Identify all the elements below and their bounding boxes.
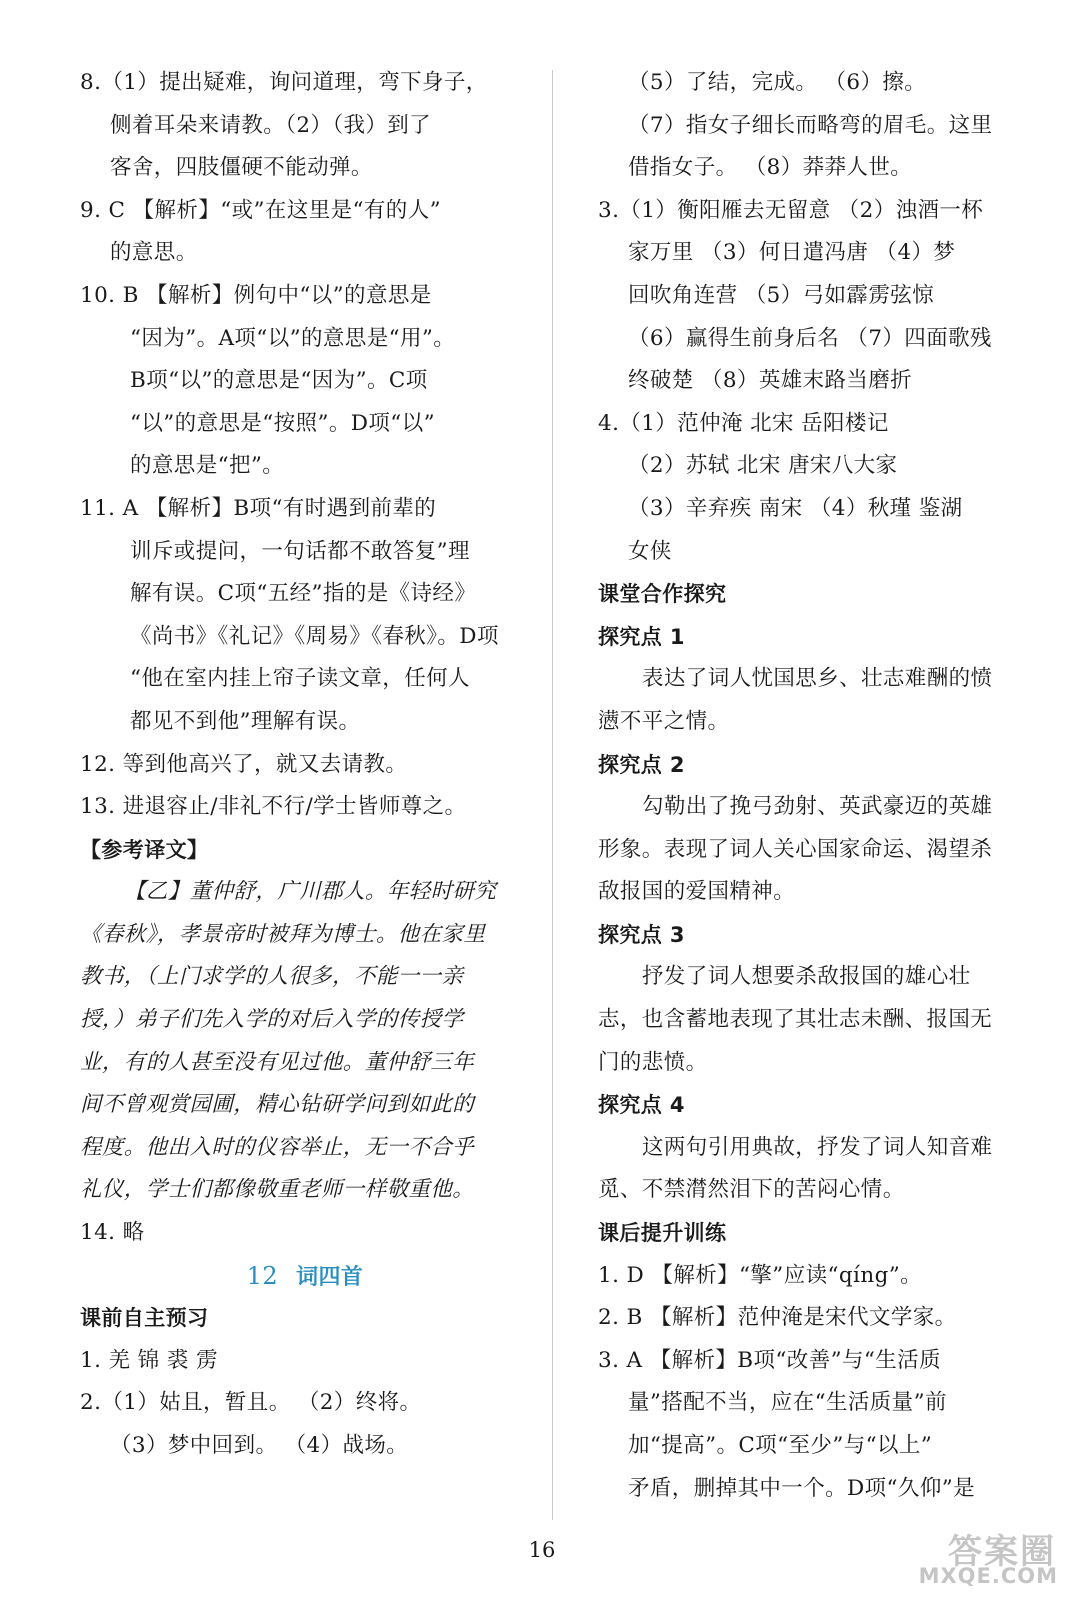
- text-line: 形象。表现了词人关心国家命运、渴望杀: [598, 836, 993, 862]
- subsection-heading: 探究点 1: [598, 624, 685, 649]
- text-line: 回吹角连营 （5）弓如霹雳弦惊: [628, 282, 935, 308]
- text-line: 敌报国的爱国精神。: [598, 879, 796, 905]
- page-number: 16: [528, 1538, 556, 1562]
- text-line: “因为”。A项“以”的意思是“用”。: [130, 325, 456, 351]
- text-line: 10. B 【解析】例句中“以”的意思是: [80, 282, 432, 308]
- text-line: 懑不平之情。: [598, 708, 730, 734]
- subsection-heading: 探究点 2: [598, 752, 685, 777]
- column-divider: [552, 70, 553, 1520]
- text-line: 都见不到他”理解有误。: [130, 708, 361, 734]
- text-line: “以”的意思是“按照”。D项“以”: [130, 410, 435, 436]
- text-line: 12. 等到他高兴了，就又去请教。: [80, 751, 408, 777]
- text-line: 表达了词人忧国思乡、壮志难酬的愤: [642, 666, 993, 692]
- translation-line: 间不曾观赏园圃，精心钻研学问到如此的: [80, 1092, 475, 1118]
- text-line: 14. 略: [80, 1220, 145, 1246]
- text-line: 女侠: [628, 538, 672, 564]
- translation-line: 程度。他出入时的仪容举止，无一不合乎: [80, 1134, 475, 1160]
- translation-line: 【乙】董仲舒，广川郡人。年轻时研究: [124, 879, 497, 905]
- lesson-title: [80, 1255, 530, 1298]
- text-line: B项“以”的意思是“因为”。C项: [130, 368, 428, 394]
- text-line: 3. A 【解析】B项“改善”与“生活质: [598, 1347, 941, 1373]
- text-line: 1. D 【解析】“擎”应读“qíng”。: [598, 1262, 923, 1288]
- text-line: 4.（1）范仲淹 北宋 岳阳楼记: [598, 410, 889, 436]
- text-line: 客舍，四肢僵硬不能动弹。: [110, 155, 373, 181]
- text-line: 8.（1）提出疑难，询问道理，弯下身子，: [80, 70, 488, 95]
- translation-line: 《春秋》，孝景帝时被拜为博士。他在家里: [80, 921, 486, 947]
- text-line: 家万里 （3）何日遣冯唐 （4）梦: [628, 240, 956, 266]
- text-line: 志，也含蓄地表现了其壮志未酬、报国无: [598, 1007, 993, 1033]
- translation-line: 礼仪，学士们都像敬重老师一样敬重他。: [80, 1177, 475, 1203]
- section-heading: 课堂合作探究: [598, 582, 727, 607]
- translation-line: 业，有的人甚至没有见过他。董仲舒三年: [80, 1049, 475, 1075]
- section-heading: 课后提升训练: [598, 1221, 727, 1246]
- text-line: 门的悲愤。: [598, 1049, 708, 1075]
- subsection-heading: 探究点 3: [598, 922, 685, 947]
- section-heading: 【参考译文】: [80, 837, 209, 862]
- section-heading: 课前自主预习: [80, 1306, 209, 1331]
- text-line: 3.（1）衡阳雁去无留意 （2）浊酒一杯: [598, 197, 984, 223]
- text-line: （3）梦中回到。 （4）战场。: [110, 1433, 409, 1458]
- translation-line: 授，）弟子们先入学的对后入学的传授学: [80, 1007, 464, 1033]
- text-line: （3）辛弃疾 南宋 （4）秋瑾 鉴湖: [628, 495, 963, 521]
- left-column: [80, 62, 530, 1468]
- text-line: 的意思。: [110, 240, 198, 266]
- text-line: 觅、不禁潸然泪下的苦闷心情。: [598, 1177, 905, 1203]
- text-line: 抒发了词人想要杀敌报国的雄心壮: [642, 964, 971, 990]
- text-line: （6）赢得生前身后名 （7）四面歌残: [628, 325, 992, 351]
- text-line: 借指女子。 （8）莽莽人世。: [628, 155, 913, 181]
- lesson-number: 12: [246, 1261, 279, 1290]
- text-line: （2）苏轼 北宋 唐宋八大家: [628, 453, 898, 479]
- translation-line: 教书，（上门求学的人很多，不能一一亲: [80, 964, 464, 990]
- text-line: 2.（1）姑且，暂且。 （2）终将。: [80, 1390, 422, 1416]
- text-line: 勾勒出了挽弓劲射、英武豪迈的英雄: [642, 794, 993, 820]
- text-line: 2. B 【解析】范仲淹是宋代文学家。: [598, 1305, 957, 1331]
- text-line: 1. 羌 锦 裘 雳: [80, 1347, 218, 1373]
- text-line: 《尚书》《礼记》《周易》《春秋》。D项: [130, 623, 499, 649]
- text-line: （7）指女子细长而略弯的眉毛。这里: [628, 112, 993, 138]
- watermark-logo: [914, 1524, 1064, 1588]
- right-column: [598, 62, 1038, 1510]
- text-line: 训斥或提问，一句话都不敢答复”理: [130, 538, 470, 564]
- subsection-heading: 探究点 4: [598, 1093, 685, 1118]
- watermark-url: MXQE.COM: [918, 1564, 1058, 1588]
- text-line: 侧着耳朵来请教。（2）（我）到了: [110, 112, 432, 138]
- watermark-text: 答案圈: [948, 1532, 1056, 1572]
- text-line: 矛盾，删掉其中一个。D项“久仰”是: [628, 1475, 976, 1501]
- text-line: 终破楚 （8）英雄末路当磨折: [628, 368, 913, 394]
- text-line: “他在室内挂上帘子读文章，任何人: [130, 666, 470, 692]
- text-line: 的意思是“把”。: [130, 453, 285, 479]
- text-line: 13. 进退容止/非礼不行/学士皆师尊之。: [80, 794, 467, 820]
- text-line: 11. A 【解析】B项“有时遇到前辈的: [80, 495, 437, 521]
- lesson-title-text: 词四首: [296, 1264, 364, 1290]
- text-line: 解有误。C项“五经”指的是《诗经》: [130, 581, 477, 607]
- text-line: 量”搭配不当，应在“生活质量”前: [628, 1390, 947, 1416]
- text-line: （5）了结，完成。 （6）擦。: [628, 70, 927, 95]
- text-line: 9. C 【解析】“或”在这里是“有的人”: [80, 197, 441, 223]
- text-line: 这两句引用典故，抒发了词人知音难: [642, 1134, 993, 1160]
- text-line: 加“提高”。C项“至少”与“以上”: [628, 1433, 933, 1458]
